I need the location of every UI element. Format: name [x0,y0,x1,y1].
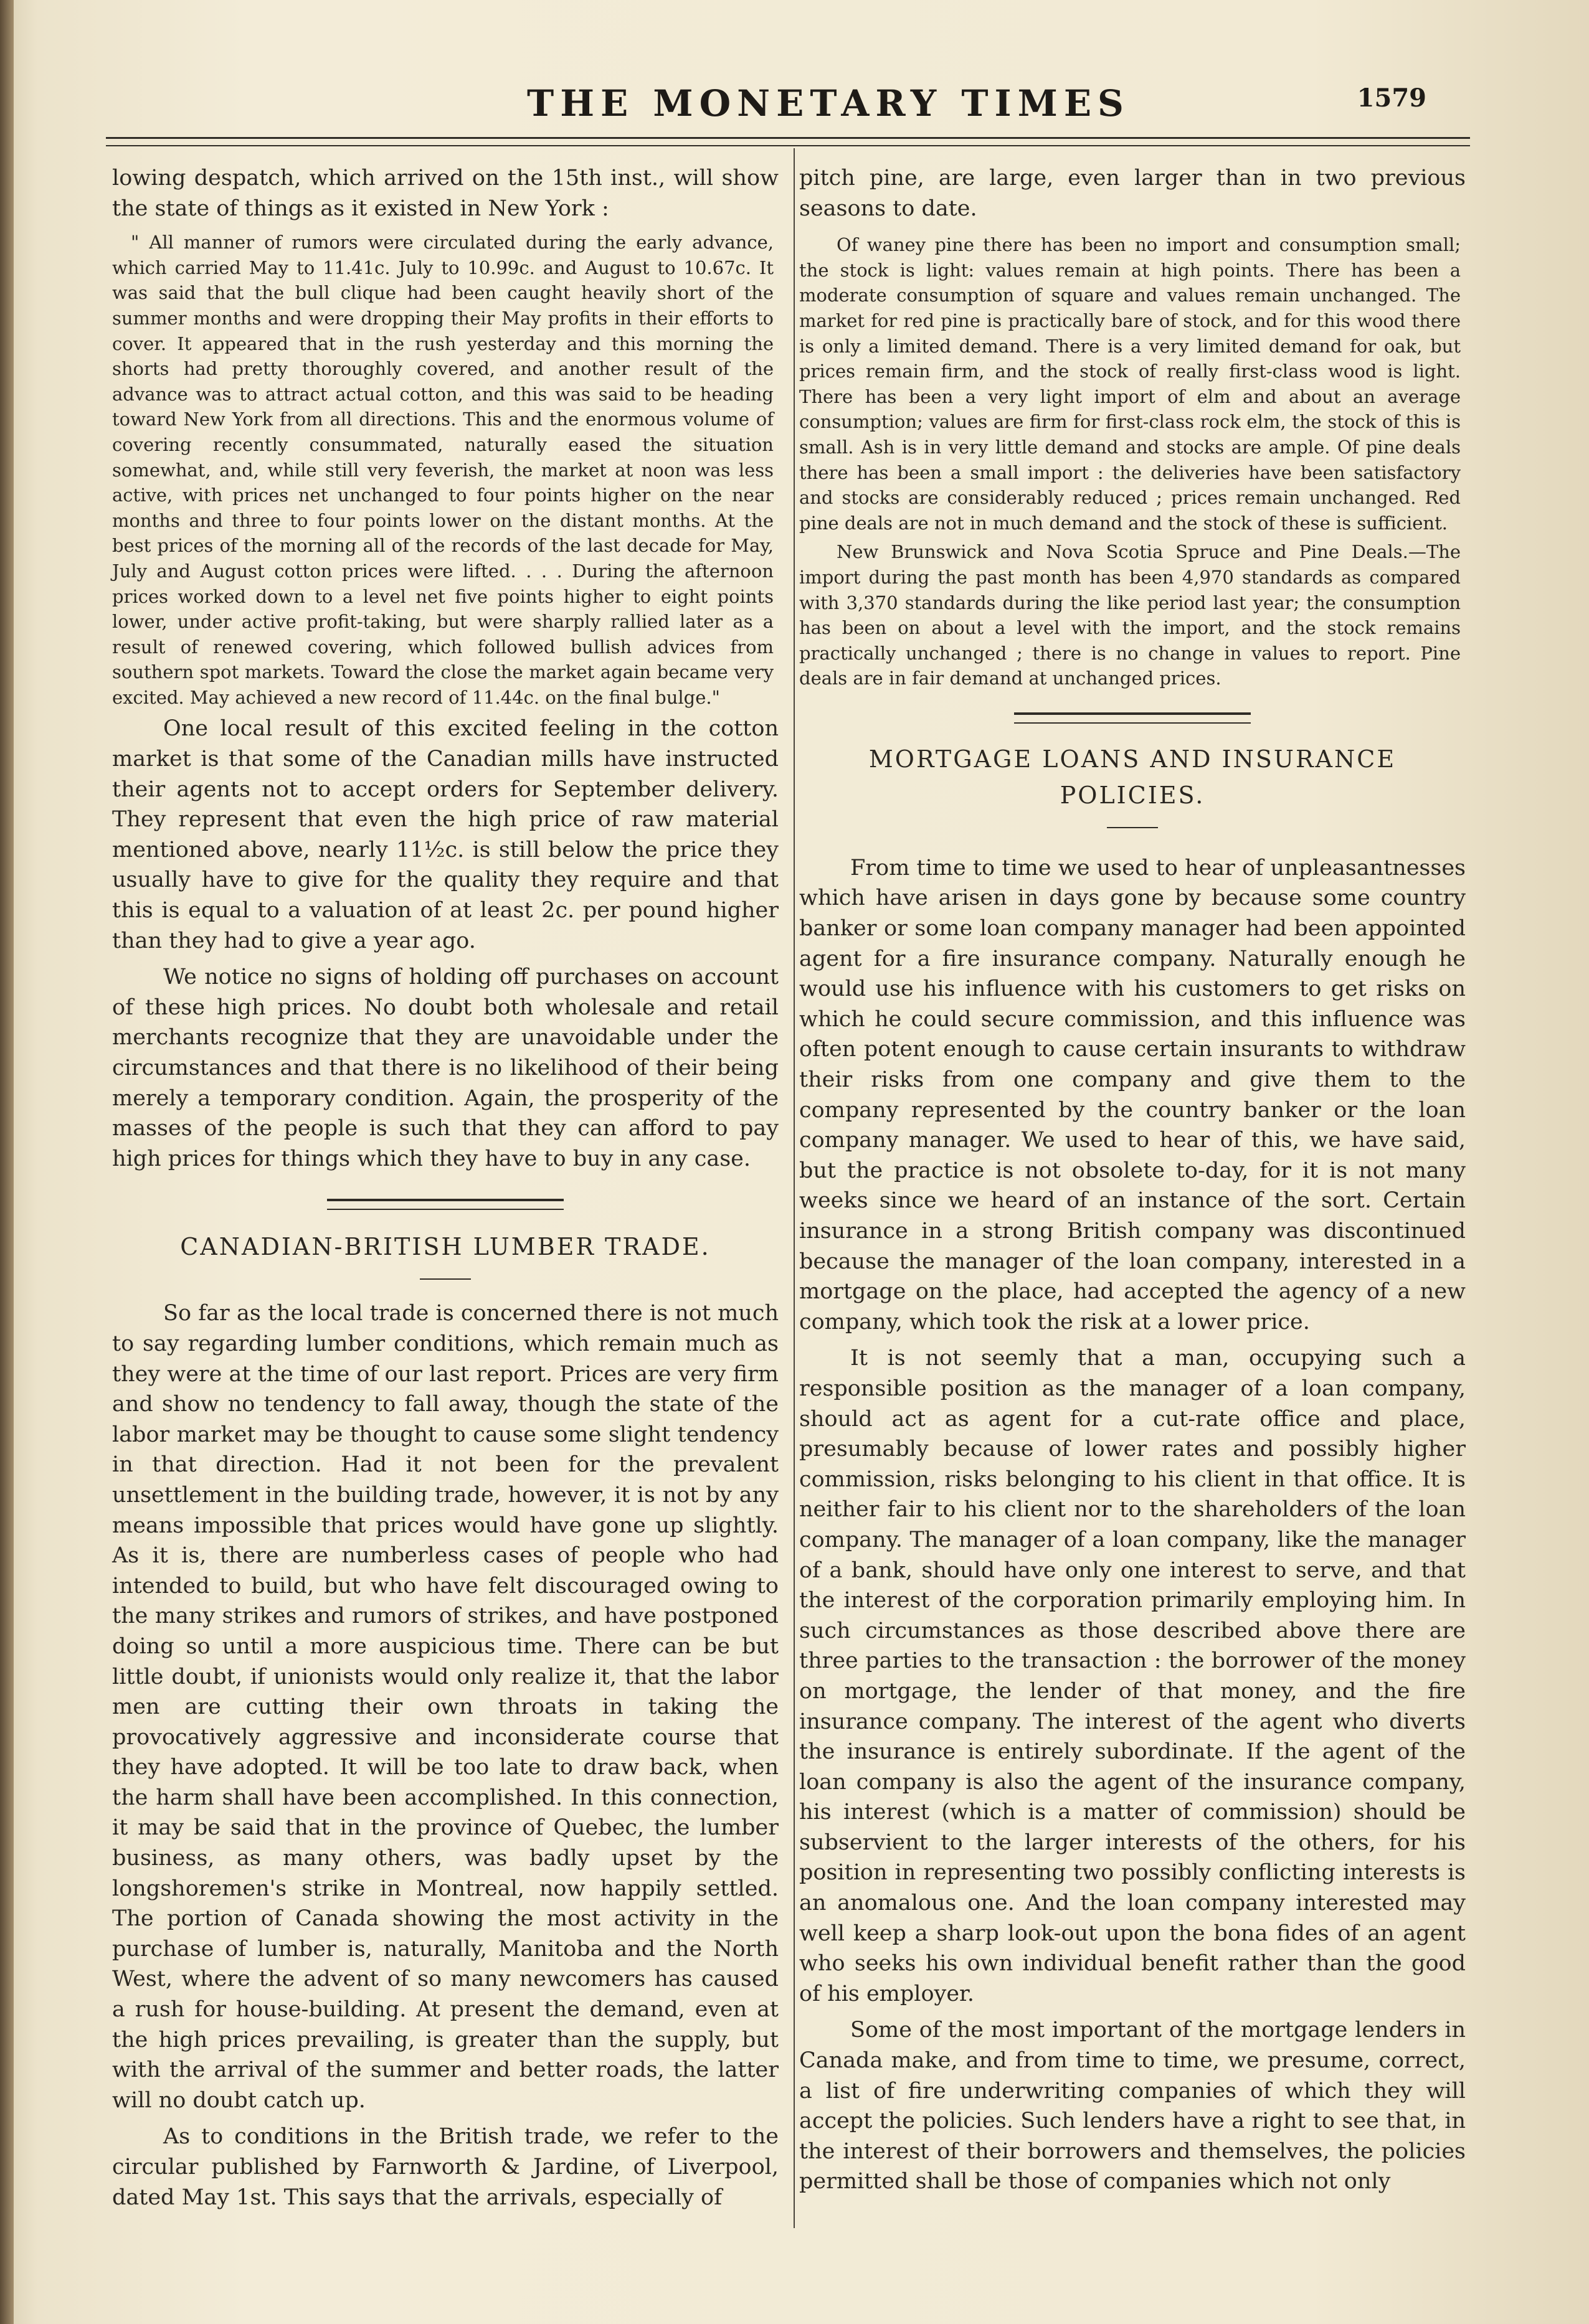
mortgage-paragraph-1: From time to time we used to hear of unpleasantnesses which have arisen in days gone by because some country banker or some loan company manager had been appointed agent for a fire insurance company. Naturally enough he would use his influence with his customers to get risks on which he could secure commission, and this influence was often potent enough to cause certain insurants to withdraw their risks from one company and give them to the company represented by the country banker or the loan company manager. We used to hear of this, we have said, but the practice is not obsolete to-day, for it is not many weeks since we heard of an instance of the sort. Certain insurance in a strong British company was discontinued because the manager of the loan company, interested in a mortgage on the place, had accepted the agency of a new company, which took the risk at a lower price. [799,855,1466,1334]
local-result-paragraph: One local result of this excited feeling in the cotton market is that some of the Canadian mills have instructed their agents not to accept orders for September delivery. They represent that even the high price of raw material mentioned above, nearly 11½c. is still below the price they usually have to give for the quality they require and that this is equal to a valuation of at least 2c. per pound higher than they had to give a year ago. [112,716,779,953]
pitch-pine-paragraph: pitch pine, are large, even larger than in two previous seasons to date. [799,166,1466,221]
section-separator [327,1199,564,1210]
column-divider [794,148,795,2228]
section-separator [1014,712,1251,724]
lumber-heading: CANADIAN-BRITISH LUMBER TRADE. [180,1233,711,1261]
lumber-paragraph-2: As to conditions in the British trade, we refer to the circular published by Farnworth & Jardine, of Liverpool, dated May 1st. This says that the arrivals, especially of [112,2124,779,2210]
mortgage-heading-line-2: POLICIES. [1060,781,1205,809]
mortgage-heading-line-1: MORTGAGE LOANS AND INSURANCE [868,745,1397,773]
page-number: 1579 [1357,83,1426,113]
cotton-quote: " All manner of rumors were circulated during the early advance, which carried May to 11.41c. July to 10.99c. and August to 10.67c. It was said that the bull clique had been caught heavily short of the summer months and were dropping their May profits in their efforts to cover. It appeared that in the rush yesterday and this morning the shorts had pretty thoroughly covered, and another result of the advance was to attract actual cotton, and this was said to be heading toward New York from all directions. This and the enormous volume of covering recently consummated, naturally eased the situation somewhat, and, while still very feverish, the market at noon was less active, with prices net unchanged to four points higher on the near months and three to four points lower on the distant months. At the best prices of the morning all of the records of the last decade for May, July and August cotton prices were lifted. . . . During the afternoon prices worked down to a level net five points higher to eight points lower, under active profit-taking, but were sharply rallied later as a result of renewed covering, which followed bullish advices from southern spot markets. Toward the close the market again became very excited. May achieved a new record of 11.44c. on the final bulge." [112,232,774,708]
intro-paragraph: lowing despatch, which arrived on the 15th inst., will show the state of things as it existed in New York : [112,166,779,221]
masthead: THE MONETARY TIMES [527,82,1130,125]
left-column [112,163,779,2213]
page-header [106,75,1476,143]
mortgage-paragraph-3: Some of the most important of the mortgage lenders in Canada make, and from time to time, we presume, correct, a list of fire underwriting companies of which they will accept the policies. Such lenders have a right to see that, in the interest of their borrowers and themselves, the policies permitted shall be those of companies which not only [799,2018,1466,2194]
lumber-paragraph-1: So far as the local trade is concerned there is not much to say regarding lumber conditions, which remain much as they were at the time of our last report. Prices are very firm and show no tendency to fall away, though the state of the labor market may be thought to cause some slight tendency in that direction. Had it not been for the prevalent unsettlement in the building trade, however, it is not by any means impossible that prices would have gone up slightly. As it is, there are numberless cases of people who had intended to build, but who have felt discouraged owing to the many strikes and rumors of strikes, and have postponed doing so until a more auspicious time. There can be but little doubt, if unionists would only realize it, that the labor men are cutting their own throats in taking the provocatively aggressive and inconsiderate course that they have adopted. It will be too late to draw back, when the harm shall have been accomplished. In this connection, it may be said that in the province of Quebec, the lumber business, as many others, was badly upset by the longshoremen's strike in Montreal, now happily settled. The portion of Canada showing the most activity in the purchase of lumber is, naturally, Manitoba and the North West, where the advent of so many newcomers has caused a rush for house-building. At present the demand, even at the high prices prevailing, is greater than the supply, but with the arrival of the summer and better roads, the latter will no doubt catch up. [112,1301,779,2113]
mortgage-paragraph-2: It is not seemly that a man, occupying such a responsible position as the manager of a loan company, should act as agent for a cut-rate office and place, presumably because of lower rates and possibly higher commission, risks belonging to his client in that office. It is neither fair to his client nor to the shareholders of the loan company. The manager of a loan company, like the manager of a bank, should have only one interest to serve, and that the interest of the corporation primarily employing him. In such circumstances as those described above there are three parties to the transaction : the borrower of the money on mortgage, the lender of that money, and the fire insurance company. The interest of the agent who diverts the insurance is entirely subordinate. If the agent of the loan company is also the agent of the insurance company, his interest (which is a matter of commission) should be subservient to the larger interests of the others, for his position in representing two possibly conflicting interests is an anomalous one. And the loan company interested may well keep a sharp look-out upon the bona fides of an agent who seeks his own individual benefit rather than the good of his employer. [799,1346,1466,2006]
notice-paragraph: We notice no signs of holding off purchases on account of these high prices. No doubt both wholesale and retail merchants recognize that they are unavoidable under the circumstances and that there is no likelihood of their being merely a temporary condition. Again, the prosperity of the masses of the people is such that they can afford to pay high prices for things which they have to buy in any case. [112,965,779,1171]
spruce-deals-paragraph: New Brunswick and Nova Scotia Spruce and Pine Deals.—The import during the past month has been 4,970 standards as compared with 3,370 standards during the like period last year; the consumption has been on about a level with the import, and the stock remains practically unchanged ; there is no change in values to report. Pine deals are in fair demand at unchanged prices. [799,541,1461,689]
header-rule [106,137,1470,146]
binding-edge [0,0,14,2324]
waney-pine-paragraph: Of waney pine there has been no import and consumption small; the stock is light: values remain at high points. There has been a moderate consumption of square and values remain unchanged. The market for red pine is practically bare of stock, and for this wood there is only a limited demand. There is a very limited demand for oak, but prices remain firm, and the stock of really first-class wood is light. There has been a very light import of elm and about an average consumption; values are firm for first-class rock elm, the stock of this is small. Ash is in very little demand and stocks are ample. Of pine deals there has been a small import : the deliveries have been satisfactory and stocks are considerably reduced ; prices remain unchanged. Red pine deals are not in much demand and the stock of these is sufficient. [799,234,1461,534]
right-column [799,163,1466,2197]
